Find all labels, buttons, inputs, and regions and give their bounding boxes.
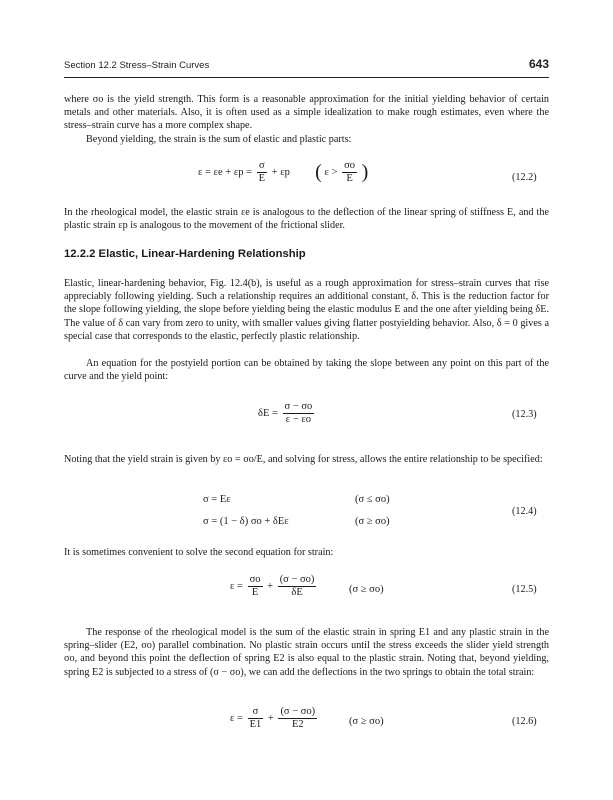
eq-12-6-fraction-1	[248, 706, 264, 731]
eq-12-5-f1-numerator: σo	[249, 574, 261, 585]
eq-12-2-condition: ε >	[324, 166, 338, 178]
eq-12-5-f2-denominator: δE	[278, 586, 317, 599]
eq-12-6-f1-denominator: E1	[249, 719, 262, 730]
paragraph-yield-strain: Noting that the yield strain is given by εo = σo/E, and solving for stress, allows the entire relationship to be specified:	[64, 454, 543, 465]
eq-12-5-f1-denominator: E	[248, 586, 263, 599]
eq-12-3-lhs: δE =	[258, 407, 278, 419]
eq-12-5-number: (12.5)	[512, 584, 537, 595]
eq-12-5-lhs: ε =	[230, 580, 243, 592]
section-heading: 12.2.2 Elastic, Linear-Hardening Relationship	[64, 248, 306, 260]
eq-12-4-condition-2: (σ ≥ σo)	[355, 516, 390, 527]
eq-12-2-cond-numerator: σo	[344, 160, 355, 171]
eq-12-6-number: (12.6)	[512, 716, 537, 727]
eq-12-6-f2-numerator: (σ − σo)	[280, 706, 316, 717]
eq-12-4-line-2: σ = (1 − δ) σo + δEε	[203, 516, 289, 527]
header-rule	[64, 77, 549, 78]
eq-12-2-number: (12.2)	[512, 172, 537, 183]
equation-12-3	[0, 401, 613, 431]
paragraph-solve-strain: It is sometimes convenient to solve the second equation for strain:	[64, 547, 334, 558]
paragraph-beyond-yielding: Beyond yielding, the strain is the sum of elastic and plastic parts:	[86, 134, 352, 145]
eq-12-5-fraction-1	[248, 574, 263, 599]
eq-12-4-line-1: σ = Eε	[203, 494, 231, 505]
eq-12-6-f2-denominator: E2	[278, 718, 317, 731]
section-title: Section 12.2 Stress–Strain Curves	[64, 60, 210, 71]
eq-12-2-denominator: E	[258, 173, 266, 184]
equation-12-4	[0, 494, 613, 534]
eq-12-2-numerator: σ	[259, 160, 265, 171]
page-number: 643	[528, 57, 549, 71]
eq-12-2-cond-denominator: E	[342, 172, 357, 185]
eq-12-5-f2-numerator: (σ − σo)	[279, 574, 315, 585]
eq-12-2-fraction	[257, 160, 267, 185]
equation-12-2: ε = εe + εp = $\frac{\sigma}{E}$ + εp ( ε > $\frac{\sigma o}{E}$ ) (12.2)	[198, 160, 537, 184]
eq-12-3-numerator: σ − σo	[284, 401, 313, 412]
paragraph-rheological-model: In the rheological model, the elastic strain εe is analogous to the deflection of the linear spring of stiffness E, and the plastic strain εp is analogous to the movement of the frictional slider.	[64, 207, 549, 232]
eq-12-6-condition: (σ ≥ σo)	[349, 716, 384, 727]
eq-12-3-number: (12.3)	[512, 409, 537, 420]
eq-12-5-fraction-2	[278, 574, 317, 599]
eq-12-6-lhs: ε =	[230, 712, 243, 724]
eq-12-4-number: (12.4)	[512, 506, 537, 517]
equation-12-5: ε = $\frac{\sigma o}{E}$ + $\frac{(\sigma - \sigma o)}{\delta E}$ (σ ≥ σo) (12.5)	[230, 574, 537, 598]
eq-12-5-condition: (σ ≥ σo)	[349, 584, 384, 595]
paragraph-yield-strength: where σo is the yield strength. This form is a reasonable approximation for the initial yielding behavior of certain metals and other materials. Also, it is often used as a simple idealization to make rough estimates, even where the stress–strain curve has a more complex shape.	[64, 94, 549, 132]
eq-12-3-fraction	[283, 401, 315, 426]
eq-12-2-condition-fraction	[342, 160, 357, 185]
eq-12-6-f1-numerator: σ	[252, 706, 259, 717]
paragraph-rheological-response: The response of the rheological model is the sum of the elastic strain in spring E1 and any plastic strain in the spring–slider (E2, σo) parallel combination. No plastic strain occurs until the stress exceeds the slider yield strength σo, and beyond this point the deflection of spring E2 is also equal to the plastic strain. Noting that, beyond yielding, spring E2 is subjected to a stress of (σ − σo), we can add the deflections in the two springs to obtain the total strain:	[64, 627, 549, 678]
running-head	[64, 57, 549, 71]
equation-12-6: ε = $\frac{\sigma}{E1}$ + $\frac{(\sigma - \sigma o)}{E2}$ (σ ≥ σo) (12.6)	[230, 706, 537, 730]
eq-12-2-lhs: ε = εe + εp =	[198, 166, 253, 178]
paragraph-linear-hardening: Elastic, linear-hardening behavior, Fig. 12.4(b), is useful as a rough approximation for stress–strain curves that rise appreciably following yielding. Such a relationship requires an additional constant, δ. This is the reduction factor for the slope following yielding, the slope before yielding being the elastic modulus E and the one after yielding being δE. The value of δ can vary from zero to unity, with smaller values giving flatter postyielding behavior. Also, δ = 0 gives a special case that corresponds to the elastic, perfectly plastic relationship.	[64, 278, 549, 342]
eq-12-6-fraction-2	[278, 706, 317, 731]
paragraph-postyield: An equation for the postyield portion can be obtained by taking the slope between any point on this part of the curve and the yield point:	[64, 358, 549, 383]
eq-12-4-condition-1: (σ ≤ σo)	[355, 494, 390, 505]
eq-12-3-denominator: ε − εo	[283, 413, 315, 426]
eq-12-2-tail: + εp	[271, 166, 290, 178]
